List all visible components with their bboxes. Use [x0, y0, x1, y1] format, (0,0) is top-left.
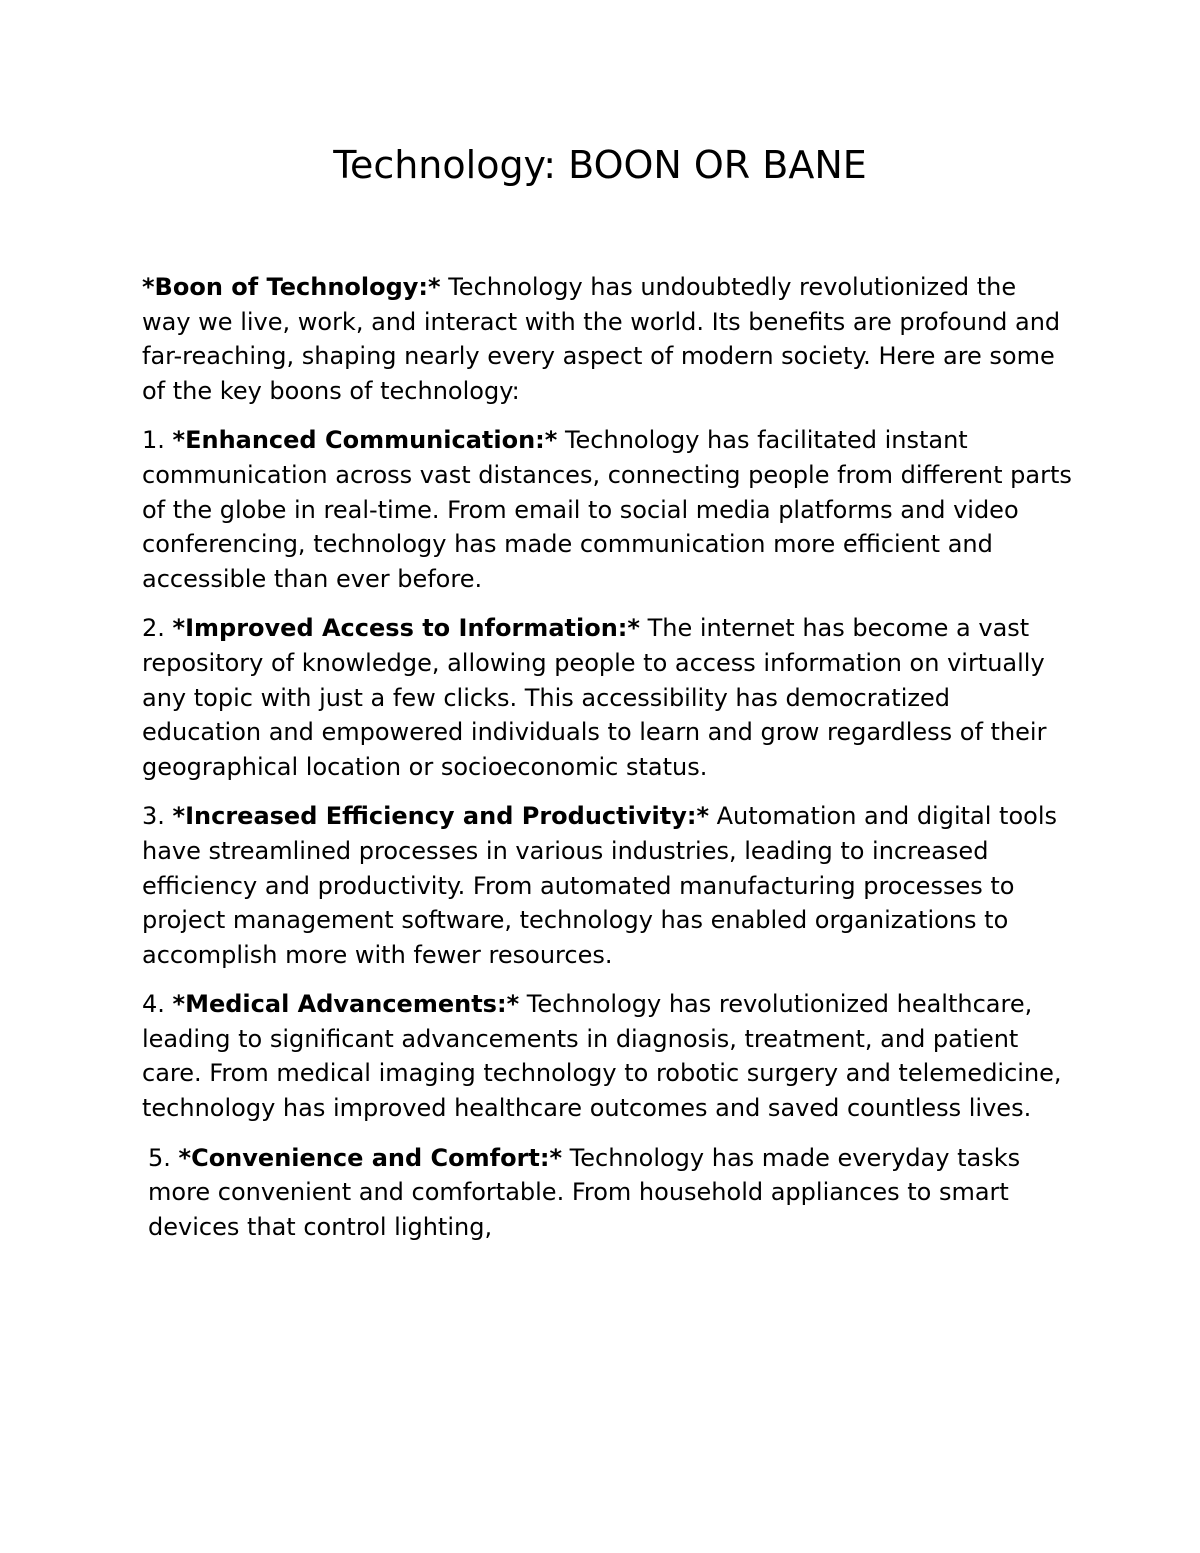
item-heading: *Enhanced Communication:* [172, 426, 558, 455]
item-number: 2. [142, 614, 173, 643]
item-text: The internet has become a vast repository of knowledge, allowing people to access information on virtually any topic with just a few clicks. This accessibility has democratized education and empowered individuals to learn and grow regardless of their geographical location or socioeconomic status. [142, 614, 1047, 781]
item-text: Technology has made everyday tasks more convenient and comfortable. From household appliances to smart devices that control lighting, [148, 1143, 1021, 1241]
item-text: Automation and digital tools have streamlined processes in various industries, leading to increased efficiency and productivity. From automated manufacturing processes to project management software, technology has enabled organizations to accomplish more with fewer resources. [142, 802, 1057, 969]
item-text: Technology has facilitated instant communication across vast distances, connecting people from different parts of the globe in real-time. From email to social media platforms and video conferencing, technology has made communication more efficient and accessible than ever before. [142, 426, 1072, 593]
item-number: 5. [148, 1143, 179, 1172]
item-heading: *Improved Access to Information:* [172, 614, 640, 643]
item-number: 3. [142, 802, 173, 831]
list-item [142, 1141, 1072, 1245]
list-item [142, 987, 1072, 1125]
item-heading: *Medical Advancements:* [172, 990, 520, 1019]
list-item [142, 423, 1072, 596]
item-text: Technology has revolutionized healthcare, leading to significant advancements in diagnosis, treatment, and patient care. From medical imaging technology to robotic surgery and telemedicine, technology has improved healthcare outcomes and saved countless lives. [142, 990, 1062, 1123]
page-title: Technology: BOON OR BANE [333, 143, 867, 187]
list-item [142, 611, 1072, 784]
intro-paragraph [142, 270, 1072, 408]
document-body [142, 270, 1072, 1259]
list-item [142, 799, 1072, 972]
intro-heading: *Boon of Technology:* [142, 273, 441, 301]
intro-text: Technology has undoubtedly revolutionized the way we live, work, and interact with the world. Its benefits are profound and far-reaching, shaping nearly every aspect of modern society. Here are some of the key boons of technology: [142, 273, 1061, 405]
item-heading: *Increased Efficiency and Productivity:* [172, 802, 709, 831]
item-heading: *Convenience and Comfort:* [178, 1143, 563, 1172]
item-number: 1. [142, 426, 173, 455]
item-number: 4. [142, 990, 173, 1019]
